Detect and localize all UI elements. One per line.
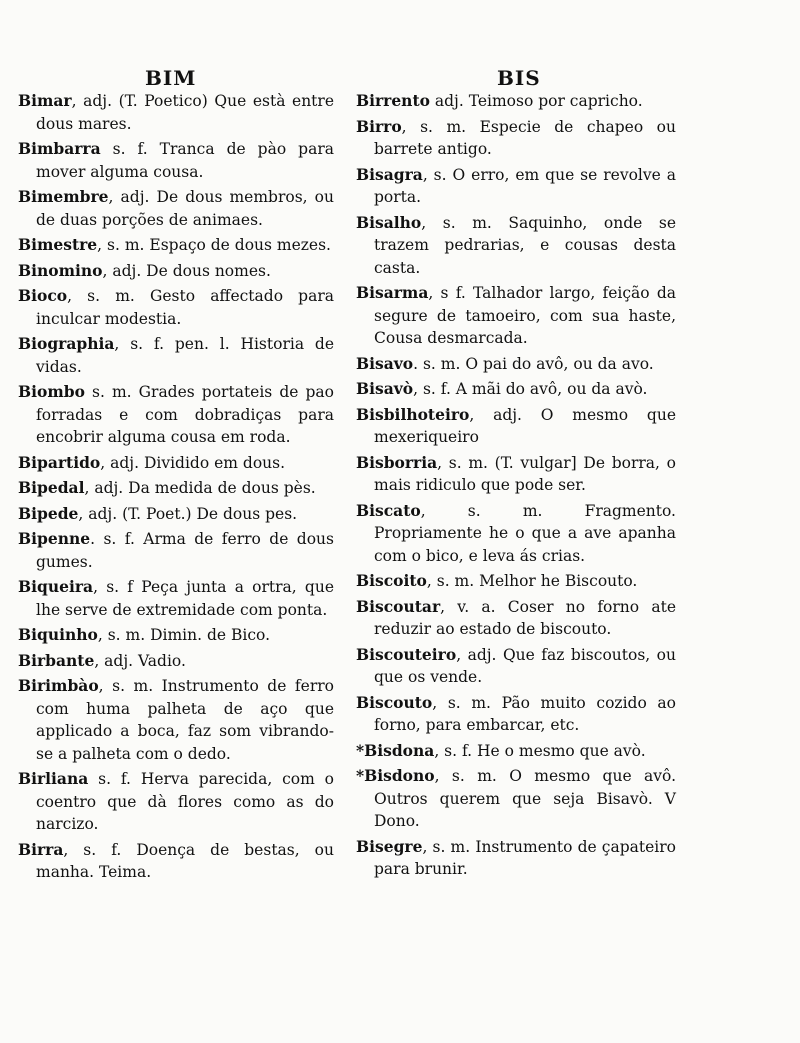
entry-definition: , adj. De dous nomes. xyxy=(102,261,271,280)
entry-definition: , adj. Dividido em dous. xyxy=(100,453,286,472)
dictionary-entry xyxy=(356,836,676,881)
entry-definition: , s. f. Doença de bestas, ou manha. Teima. xyxy=(36,840,334,881)
dictionary-entry xyxy=(356,596,676,641)
running-headers xyxy=(0,66,800,90)
right-column xyxy=(356,90,676,884)
dictionary-entry xyxy=(18,138,334,183)
entry-definition: , s. m. Instrumento de çapateiro para brunir. xyxy=(374,837,676,878)
dictionary-entry xyxy=(356,212,676,280)
entry-definition: , s. m. Fragmento. Propriamente he o que a ave apanha com o bico, e leva ás crias. xyxy=(374,501,676,565)
entry-definition: , s. m. Pão muito cozido ao forno, para embarcar, etc. xyxy=(374,693,676,734)
entry-headword: Binomino xyxy=(18,260,103,280)
entry-definition: , s. m. (T. vulgar] De borra, o mais ridiculo que pode ser. xyxy=(374,453,676,494)
dictionary-entry xyxy=(356,353,676,376)
dictionary-entry xyxy=(356,692,676,737)
entry-headword: Bimestre xyxy=(18,235,98,254)
entry-headword: Biscato xyxy=(356,500,421,520)
dictionary-entry xyxy=(18,768,334,836)
entry-headword: *Bisdono xyxy=(356,766,435,785)
dictionary-entry xyxy=(18,260,334,283)
entry-headword: Bisarma xyxy=(356,283,429,302)
right-running-header: BIS xyxy=(497,66,541,90)
dictionary-entry xyxy=(356,765,676,833)
entry-definition: , s f. Talhador largo, feição da segure de tamoeiro, com sua haste, Cousa desmarcada. xyxy=(374,284,676,347)
left-column xyxy=(18,90,334,887)
entry-definition: , adj. Que faz biscoutos, ou que os vende. xyxy=(374,645,676,686)
entry-headword: Biombo xyxy=(18,382,85,401)
entry-headword: Biscouteiro xyxy=(356,644,457,664)
entry-headword: Bipartido xyxy=(18,452,101,472)
left-running-header: BIM xyxy=(145,66,197,90)
entry-definition: , s. f. pen. l. Historia de vidas. xyxy=(36,335,334,376)
dictionary-entry xyxy=(356,570,676,593)
entry-headword: Bisborria xyxy=(356,452,438,472)
entry-definition: , s. f Peça junta a ortra, que lhe serve de extremidade com ponta. xyxy=(36,578,334,619)
entry-definition: , adj. De dous membros, ou de duas porções de animaes. xyxy=(36,188,334,229)
entry-definition: , s. m. Instrumento de ferro com huma palheta de aço que applicado a boca, faz som vibrando-se a palheta com o dedo. xyxy=(36,677,334,763)
entry-definition: , s. m. Gesto affectado para inculcar modestia. xyxy=(36,287,334,328)
dictionary-entry xyxy=(18,234,334,257)
entry-headword: Bisalho xyxy=(356,212,422,232)
dictionary-entry xyxy=(18,650,334,673)
entry-definition: , adj. (T. Poetico) Que està entre dous mares. xyxy=(36,92,334,133)
entry-headword: Bisavo xyxy=(356,353,414,373)
dictionary-entry xyxy=(18,477,334,500)
entry-definition: , s. f. A mãi do avô, ou da avò. xyxy=(413,380,648,398)
entry-headword: Bisavò xyxy=(356,379,414,398)
entry-headword: Bimar xyxy=(18,91,72,110)
dictionary-entry xyxy=(18,333,334,378)
entry-headword: Birro xyxy=(356,116,402,136)
entry-headword: Bipede xyxy=(18,503,79,523)
entry-definition: , adj. Da medida de dous pès. xyxy=(84,479,316,497)
entry-definition: s. f. Tranca de pào para mover alguma cousa. xyxy=(36,140,334,181)
dictionary-entry xyxy=(356,90,676,113)
dictionary-entry xyxy=(18,576,334,621)
dictionary-entry xyxy=(18,381,334,449)
dictionary-entry xyxy=(18,839,334,884)
entry-headword: Birimbào xyxy=(18,676,99,695)
entry-definition: s. m. Grades portateis de pao forradas e com dobradiças para encobrir alguma cousa em roda. xyxy=(36,383,334,446)
entry-headword: Biquinho xyxy=(18,625,98,644)
dictionary-entry xyxy=(356,500,676,568)
dictionary-entry xyxy=(356,164,676,209)
entry-headword: Bioco xyxy=(18,286,68,305)
entry-headword: Bipenne xyxy=(18,529,91,548)
entry-headword: Bisegre xyxy=(356,836,423,856)
entry-headword: Bimembre xyxy=(18,187,109,206)
entry-headword: Biographia xyxy=(18,334,115,353)
entry-definition: . s. f. Arma de ferro de dous gumes. xyxy=(36,530,334,571)
dictionary-entry xyxy=(356,644,676,689)
entry-definition: , s. O erro, em que se revolve a porta. xyxy=(374,165,676,206)
entry-headword: Birra xyxy=(18,839,64,859)
entry-definition: , adj. O mesmo que mexeriqueiro xyxy=(374,405,676,446)
entry-headword: Biqueira xyxy=(18,577,94,596)
entry-definition: , v. a. Coser no forno ate reduzir ao estado de biscouto. xyxy=(374,597,676,638)
dictionary-entry xyxy=(356,404,676,449)
dictionary-entry xyxy=(356,116,676,161)
entry-headword: Biscoito xyxy=(356,571,427,590)
entry-headword: Bisagra xyxy=(356,164,423,184)
entry-definition: . s. m. O pai do avô, ou da avo. xyxy=(413,354,654,373)
dictionary-entry xyxy=(18,624,334,647)
dictionary-entry xyxy=(18,675,334,765)
entry-definition: , s. f. He o mesmo que avò. xyxy=(434,741,646,760)
entry-headword: Birliana xyxy=(18,769,89,788)
dictionary-entry xyxy=(18,186,334,231)
entry-headword: Bipedal xyxy=(18,478,85,497)
dictionary-entry xyxy=(356,378,676,401)
dictionary-entry xyxy=(18,528,334,573)
entry-headword: Bisbilhoteiro xyxy=(356,404,470,424)
dictionary-entry xyxy=(18,285,334,330)
dictionary-entry xyxy=(356,740,676,763)
entry-definition: , s. m. Espaço de dous mezes. xyxy=(97,236,331,254)
entry-definition: , s. m. O mesmo que avô. Outros querem que seja Bisavò. V Dono. xyxy=(374,767,676,830)
entry-headword: Biscouto xyxy=(356,692,433,712)
entry-headword: Birrento xyxy=(356,91,430,110)
dictionary-entry xyxy=(18,90,334,135)
entry-definition: , s. m. Saquinho, onde se trazem pedrarias, e cousas desta casta. xyxy=(374,213,676,277)
dictionary-entry xyxy=(18,452,334,475)
entry-definition: , s. m. Melhor he Biscouto. xyxy=(426,572,638,590)
entry-definition: s. f. Herva parecida, com o coentro que dà flores como as do narcizo. xyxy=(36,770,334,833)
dictionary-entry xyxy=(18,503,334,526)
entry-headword: Birbante xyxy=(18,650,95,670)
dictionary-entry xyxy=(356,282,676,350)
entry-definition: , s. m. Dimin. de Bico. xyxy=(97,626,271,644)
entry-definition: , adj. Vadio. xyxy=(94,651,186,670)
entry-headword: *Bisdona xyxy=(356,740,435,760)
entry-definition: adj. Teimoso por capricho. xyxy=(429,92,643,110)
dictionary-entry xyxy=(356,452,676,497)
entry-headword: Bimbarra xyxy=(18,139,101,158)
entry-headword: Biscoutar xyxy=(356,596,441,616)
entry-definition: , adj. (T. Poet.) De dous pes. xyxy=(78,504,298,523)
entry-definition: , s. m. Especie de chapeo ou barrete antigo. xyxy=(374,117,676,158)
